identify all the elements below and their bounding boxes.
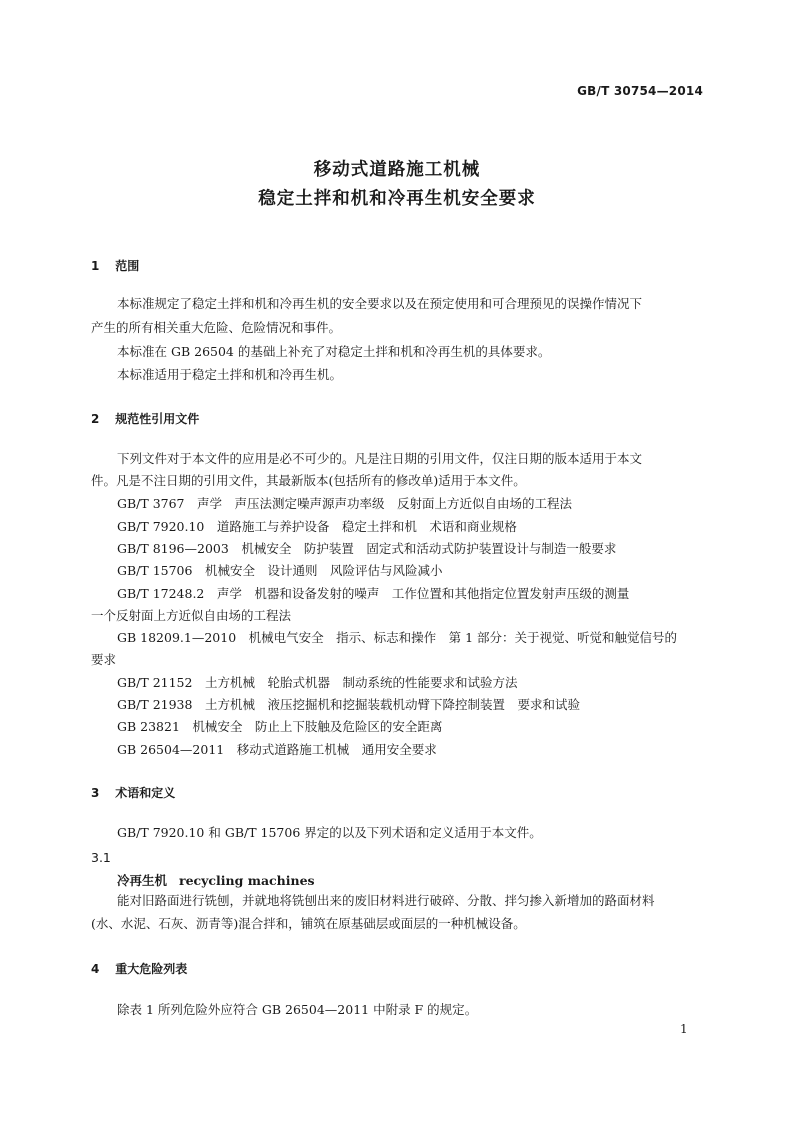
paragraph: GB/T 7920.10 和 GB/T 15706 界定的以及下列术语和定义适用于本文件。 xyxy=(117,825,542,840)
term-chinese: 冷再生机 xyxy=(117,873,168,888)
paragraph: 除表 1 所列危险外应符合 GB 26504—2011 中附录 F 的规定。 xyxy=(117,1002,478,1017)
term-english: recycling machines xyxy=(179,873,315,888)
page-number: 1 xyxy=(680,1022,688,1036)
paragraph: 本标准适用于稳定土拌和机和冷再生机。 xyxy=(117,367,343,382)
section-number: 3 xyxy=(91,786,100,800)
reference-item: GB/T 17248.2 声学 机器和设备发射的噪声 工作位置和其他指定位置发射声压级的测量 xyxy=(117,586,630,601)
section-4-heading xyxy=(91,960,187,977)
section-title: 术语和定义 xyxy=(115,786,176,800)
section-title: 重大危险列表 xyxy=(115,962,188,976)
reference-item-continuation: 一个反射面上方近似自由场的工程法 xyxy=(91,608,292,623)
document-title-line-2: 稳定土拌和机和冷再生机安全要求 xyxy=(258,189,536,209)
section-title: 规范性引用文件 xyxy=(115,412,200,426)
reference-item-continuation: 要求 xyxy=(91,652,117,667)
reference-item: GB/T 3767 声学 声压法测定噪声源声功率级 反射面上方近似自由场的工程法 xyxy=(117,496,573,511)
reference-item: GB 18209.1—2010 机械电气安全 指示、标志和操作 第 1 部分：关于视觉、听觉和触觉信号的 xyxy=(117,630,678,645)
document-title-line-1: 移动式道路施工机械 xyxy=(313,160,481,180)
section-number: 2 xyxy=(91,412,100,426)
term-entry xyxy=(117,871,315,889)
section-2-heading xyxy=(91,410,199,427)
reference-item: GB/T 7920.10 道路施工与养护设备 稳定土拌和机 术语和商业规格 xyxy=(117,519,517,534)
reference-item: GB/T 8196—2003 机械安全 防护装置 固定式和活动式防护装置设计与制造一般要求 xyxy=(117,541,617,556)
reference-item: GB 26504—2011 移动式道路施工机械 通用安全要求 xyxy=(117,742,437,757)
paragraph: 下列文件对于本文件的应用是必不可少的。凡是注日期的引用文件，仅注日期的版本适用于本文 xyxy=(117,451,643,466)
section-title: 范围 xyxy=(115,259,140,273)
paragraph: 件。凡是不注日期的引用文件，其最新版本(包括所有的修改单)适用于本文件。 xyxy=(91,473,526,488)
paragraph: 产生的所有相关重大危险、危险情况和事件。 xyxy=(91,320,342,335)
reference-item: GB/T 21152 土方机械 轮胎式机器 制动系统的性能要求和试验方法 xyxy=(117,675,518,690)
section-3-heading xyxy=(91,784,175,801)
reference-item: GB/T 21938 土方机械 液压挖掘机和挖掘装载机动臂下降控制装置 要求和试验 xyxy=(117,697,580,712)
section-number: 1 xyxy=(91,259,100,273)
standard-code: GB/T 30754—2014 xyxy=(577,84,703,98)
section-1-heading xyxy=(91,257,139,274)
reference-item: GB/T 15706 机械安全 设计通则 风险评估与风险减小 xyxy=(117,563,443,578)
paragraph: 本标准在 GB 26504 的基础上补充了对稳定土拌和机和冷再生机的具体要求。 xyxy=(117,344,551,359)
reference-item: GB 23821 机械安全 防止上下肢触及危险区的安全距离 xyxy=(117,719,443,734)
term-definition: (水、水泥、石灰、沥青等)混合拌和，铺筑在原基础层或面层的一种机械设备。 xyxy=(91,916,526,931)
term-definition: 能对旧路面进行铣刨，并就地将铣刨出来的废旧材料进行破碎、分散、拌匀掺入新增加的路面材料 xyxy=(117,893,655,908)
paragraph: 本标准规定了稳定土拌和机和冷再生机的安全要求以及在预定使用和可合理预见的误操作情况下 xyxy=(117,296,643,311)
term-number: 3.1 xyxy=(91,850,111,865)
section-number: 4 xyxy=(91,962,100,976)
